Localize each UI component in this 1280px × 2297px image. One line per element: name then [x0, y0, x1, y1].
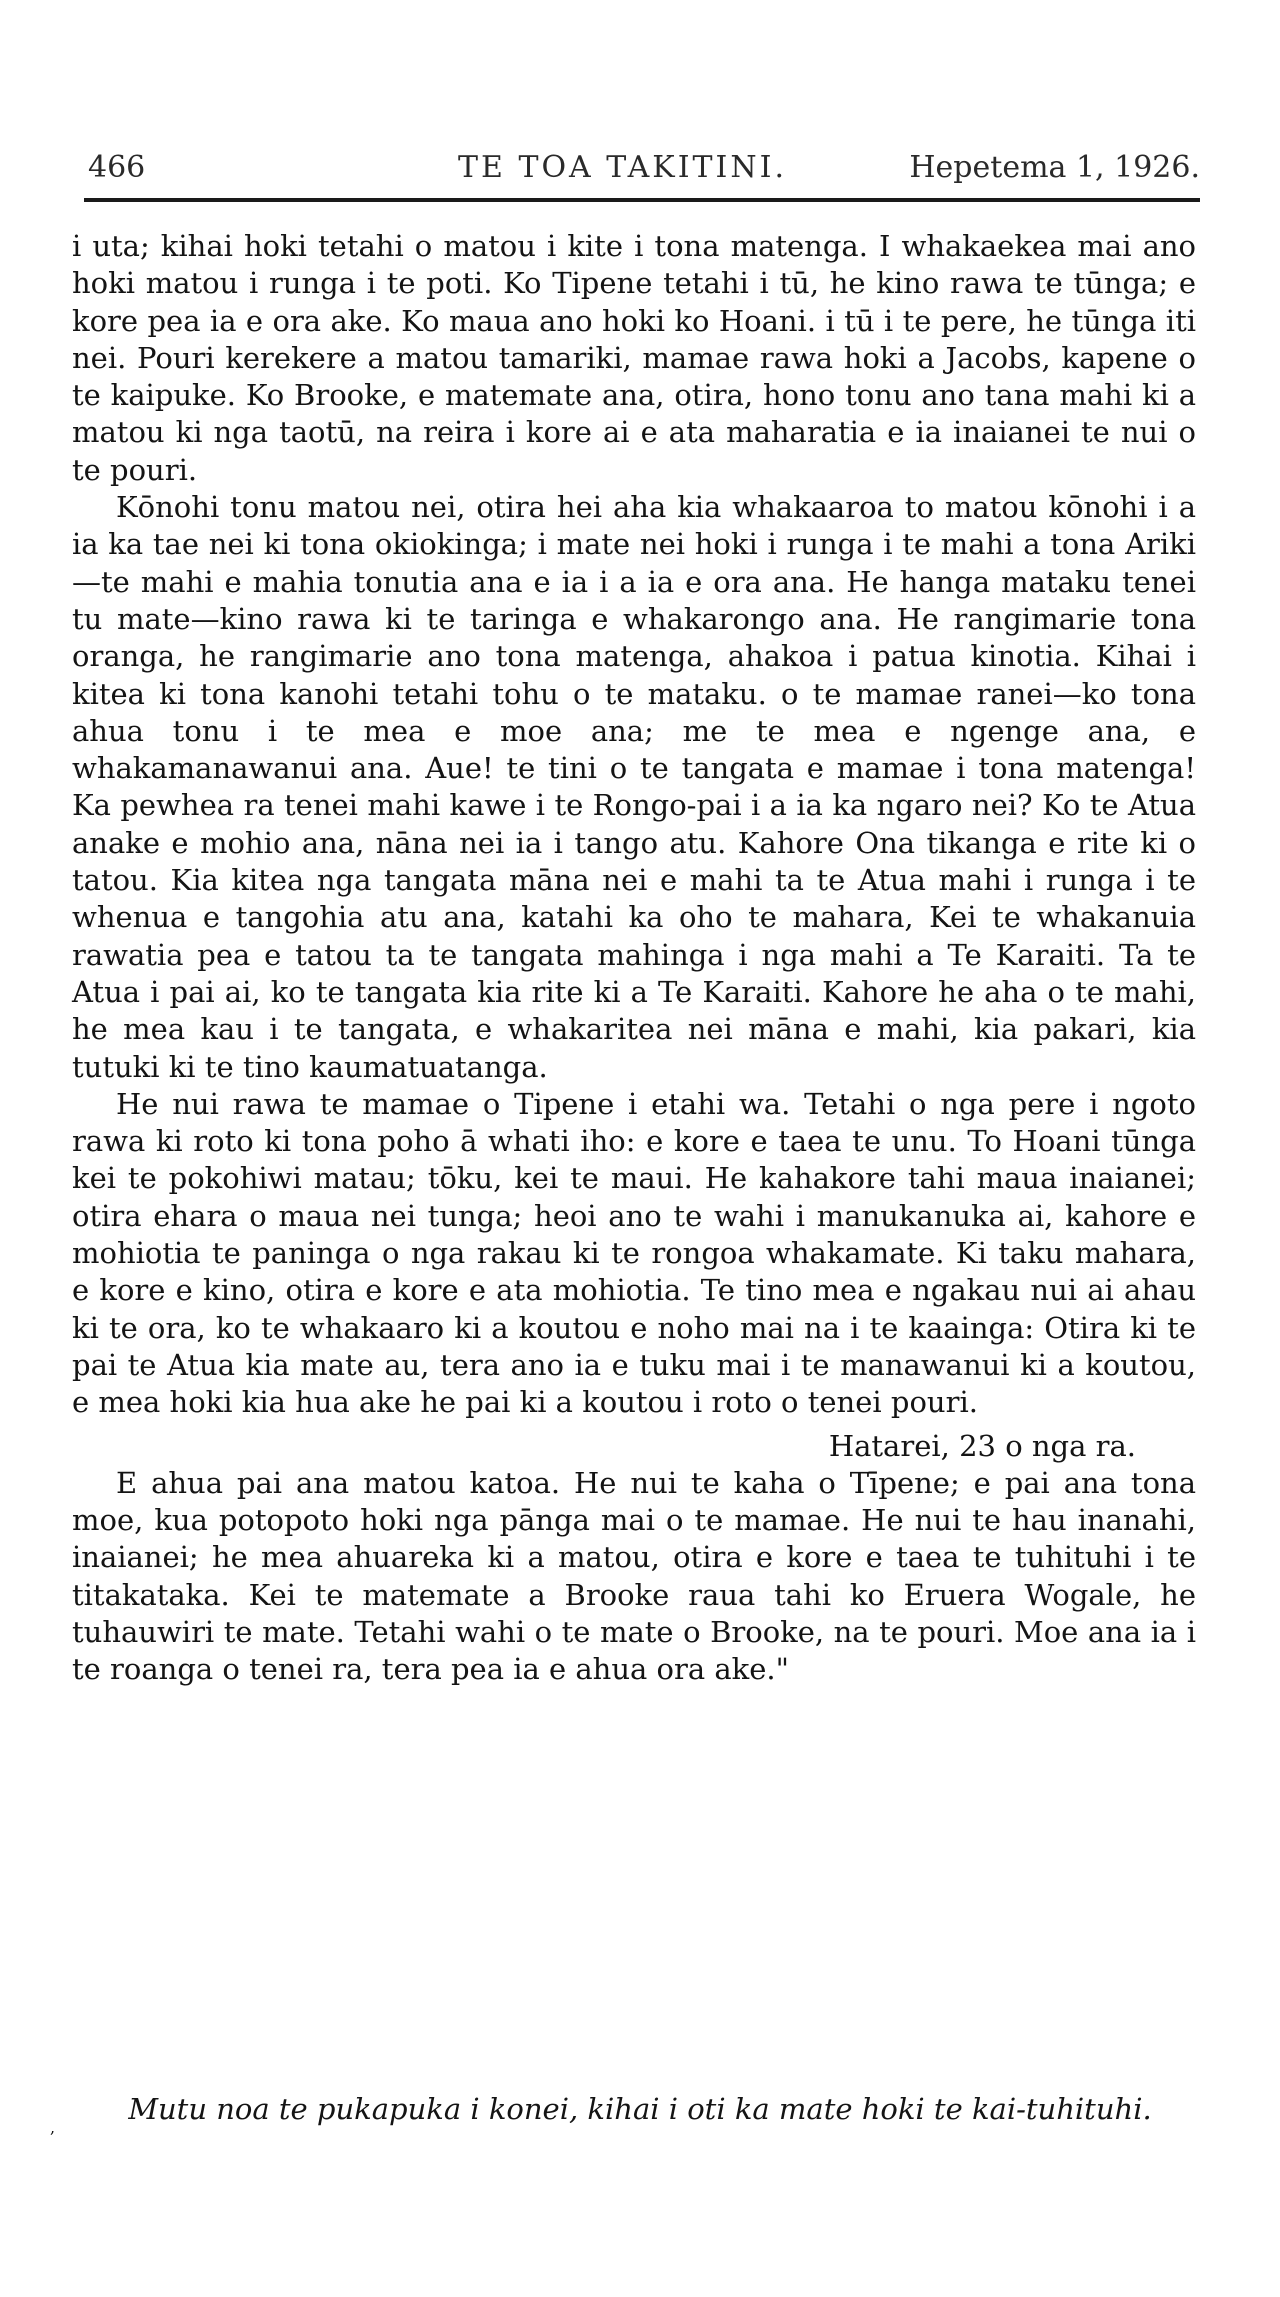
running-title: TE TOA TAKITINI.: [458, 150, 788, 185]
editorial-footnote: Mutu noa te pukapuka i konei, kihai i oti ka mate hoki te kai-tuhituhi.: [128, 2092, 1152, 2126]
paragraph-1: i uta; kihai hoki tetahi o matou i kite i tona matenga. I whakaekea mai ano hoki matou i runga i te poti. Ko Tipene tetahi i tū, he kino rawa te tūnga; e kore pea ia e ora ake. Ko maua ano hoki ko Hoani. i tū i te pere, he tūnga iti nei. Pouri kerekere a matou tamariki, mamae rawa hoki a Jacobs, kapene o te kaipuke. Ko Brooke, e matemate ana, otira, hono tonu ano tana mahi ki a matou ki nga taotū, na reira i kore ai e ata maharatia e ia inaianei te nui o te pouri.: [72, 229, 1196, 487]
dateline: Hatarei, 23 o nga ra.: [828, 1428, 1136, 1463]
paragraph-2: Kōnohi tonu matou nei, otira hei aha kia whakaaroa to matou kōnohi i a ia ka tae nei ki tona okiokinga; i mate nei hoki i runga i te mahi a tona Ariki—te mahi e mahia tonutia ana e ia i a ia e ora ana. He hanga mataku tenei tu mate—kino rawa ki te taringa e whakarongo ana. He rangimarie tona oranga, he rangimarie ano tona matenga, ahakoa i patua kinotia. Kihai i kitea ki tona kanohi tetahi tohu o te mataku. o te mamae ranei—ko tona ahua tonu i te mea e moe ana; me te mea e ngenge ana, e whakamanawanui ana. Aue! te tini o te tangata e mamae i tona matenga! Ka pewhea ra tenei mahi kawe i te Rongo-pai i a ia ka ngaro nei? Ko te Atua anake e mohio ana, nāna nei ia i tango atu. Kahore Ona tikanga e rite ki o tatou. Kia kitea nga tangata māna nei e mahi ta te Atua mahi i runga i te whenua e tangohia atu ana, katahi ka oho te mahara, Kei te whakanuia rawatia pea e tatou ta te tangata mahinga i nga mahi a Te Karaiti. Ta te Atua i pai ai, ko te tangata kia rite ki a Te Karaiti. Kahore he aha o te mahi, he mea kau i te tangata, e whakaritea nei māna e mahi, kia pakari, kia tutuki ki te tino kaumatuatanga.: [72, 490, 1196, 1084]
page-header: [88, 150, 1200, 190]
closing-paragraph: E ahua pai ana matou katoa. He nui te kaha o Tīpene; e pai ana tona moe, kua potopoto hoki nga pānga mai o te mamae. He nui te hau inanahi, inaianei; he mea ahuareka ki a matou, otira e kore e taea te tuhituhi i te titakataka. Kei te matemate a Brooke raua tahi ko Eruera Wogale, he tuhauwiri te mate. Tetahi wahi o te mate o Brooke, na te pouri. Moe ana ia i te roanga o tenei ra, tera pea ia e ahua ora ake.": [72, 1465, 1196, 1687]
header-rule: [84, 198, 1200, 202]
page-number: 466: [88, 150, 146, 185]
paragraph-3: He nui rawa te mamae o Tipene i etahi wa. Tetahi o nga pere i ngoto rawa ki roto ki tona poho ā whati iho: e kore e taea te unu. To Hoani tūnga kei te pokohiwi matau; tōku, kei te maui. He kahakore tahi maua inaianei; otira ehara o maua nei tunga; heoi ano te wahi i manukanuka ai, kahore e mohiotia te paninga o nga rakau ki te rongoa whakamate. Ki taku mahara, e kore e kino, otira e kore e ata mohiotia. Te tino mea e ngakau nui ai ahau ki te ora, ko te whakaaro ki a koutou e noho mai na i te kaainga: Otira ki te pai te Atua kia mate au, tera ano ia e tuku mai i te manawanui ki a koutou, e mea hoki kia hua ake he pai ki a koutou i roto o tenei pouri.: [72, 1086, 1196, 1420]
margin-mark: ,: [50, 2118, 56, 2137]
issue-date: Hepetema 1, 1926.: [909, 150, 1200, 185]
article-body: [72, 228, 1196, 1689]
